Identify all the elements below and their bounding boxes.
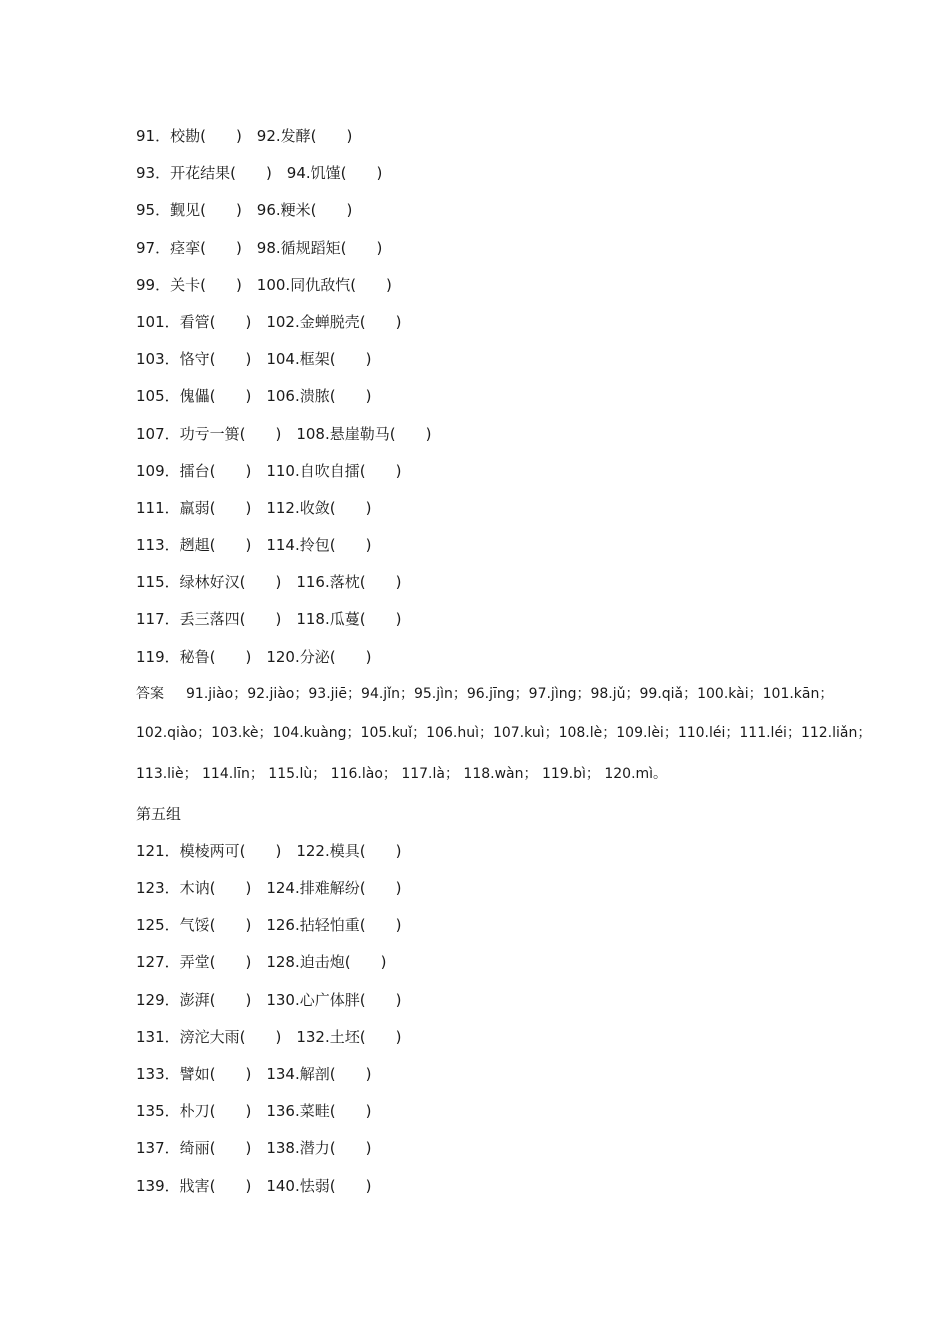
question-item: 125．气馁( ) 126.拈轻怕重( ) <box>136 916 402 935</box>
question-item: 109．擂台( ) 110.自吹自擂( ) <box>136 461 402 480</box>
question-item: 107．功亏一篑( ) 108.悬崖勒马( ) <box>136 424 432 443</box>
question-item: 121．模棱两可( ) 122.模具( ) <box>136 841 402 860</box>
question-item: 101．看管( ) 102.金蝉脱壳( ) <box>136 312 402 331</box>
group5-list <box>136 833 836 1205</box>
question-item: 137．绮丽( ) 138.潜力( ) <box>136 1139 372 1158</box>
question-item: 117．丢三落四( ) 118.瓜蔓( ) <box>136 610 402 629</box>
group5-heading: 第五组 <box>136 804 182 823</box>
question-item: 127．弄堂( ) 128.迫击炮( ) <box>136 953 387 972</box>
question-item: 91．校勘( ) 92.发酵( ) <box>136 127 353 145</box>
answer-line-3: 113.liè； 114.līn； 115.lù； 116.lào； 117.là； 118.wàn； 119.bì； 120.mì。 <box>136 765 668 782</box>
document-page <box>136 118 872 1205</box>
question-item: 119．秘鲁( ) 120.分泌( ) <box>136 647 372 666</box>
question-item: 129．澎湃( ) 130.心广体胖( ) <box>136 990 402 1009</box>
group4-list <box>136 118 836 676</box>
question-item: 97．痉挛( ) 98.循规蹈矩( ) <box>136 238 383 257</box>
answer-text-1: 91.jiào；92.jiào；93.jiē；94.jǐn；95.jìn；96.jīng；97.jìng；98.jǔ；99.qiǎ；100.kài；101.kān； <box>186 685 834 702</box>
question-item: 95．觐见( ) 96.粳米( ) <box>136 201 353 220</box>
question-item: 139．戕害( ) 140.怯弱( ) <box>136 1176 372 1195</box>
question-item: 99．关卡( ) 100.同仇敌忾( ) <box>136 275 392 294</box>
question-item: 93．开花结果( ) 94.饥馑( ) <box>136 164 383 183</box>
question-item: 113．趔趄( ) 114.拎包( ) <box>136 536 372 555</box>
question-item: 131．滂沱大雨( ) 132.土坯( ) <box>136 1027 402 1046</box>
question-item: 133．譬如( ) 134.解剖( ) <box>136 1064 372 1083</box>
question-item: 115．绿林好汉( ) 116.落枕( ) <box>136 573 402 592</box>
question-item: 103．恪守( ) 104.框架( ) <box>136 350 372 369</box>
answer-label: 答案 <box>136 685 164 702</box>
question-item: 111．羸弱( ) 112.收敛( ) <box>136 498 372 517</box>
question-item: 105．傀儡( ) 106.溃脓( ) <box>136 387 372 406</box>
question-item: 123．木讷( ) 124.排难解纷( ) <box>136 879 402 897</box>
question-item: 135．朴刀( ) 136.菜畦( ) <box>136 1102 372 1121</box>
answer-line-2: 102.qiào；103.kè；104.kuàng；105.kuǐ；106.huì；107.kuì；108.lè；109.lèi；110.léi；111.léi；112.liǎn； <box>136 724 872 741</box>
answer-line-1 <box>136 676 836 713</box>
